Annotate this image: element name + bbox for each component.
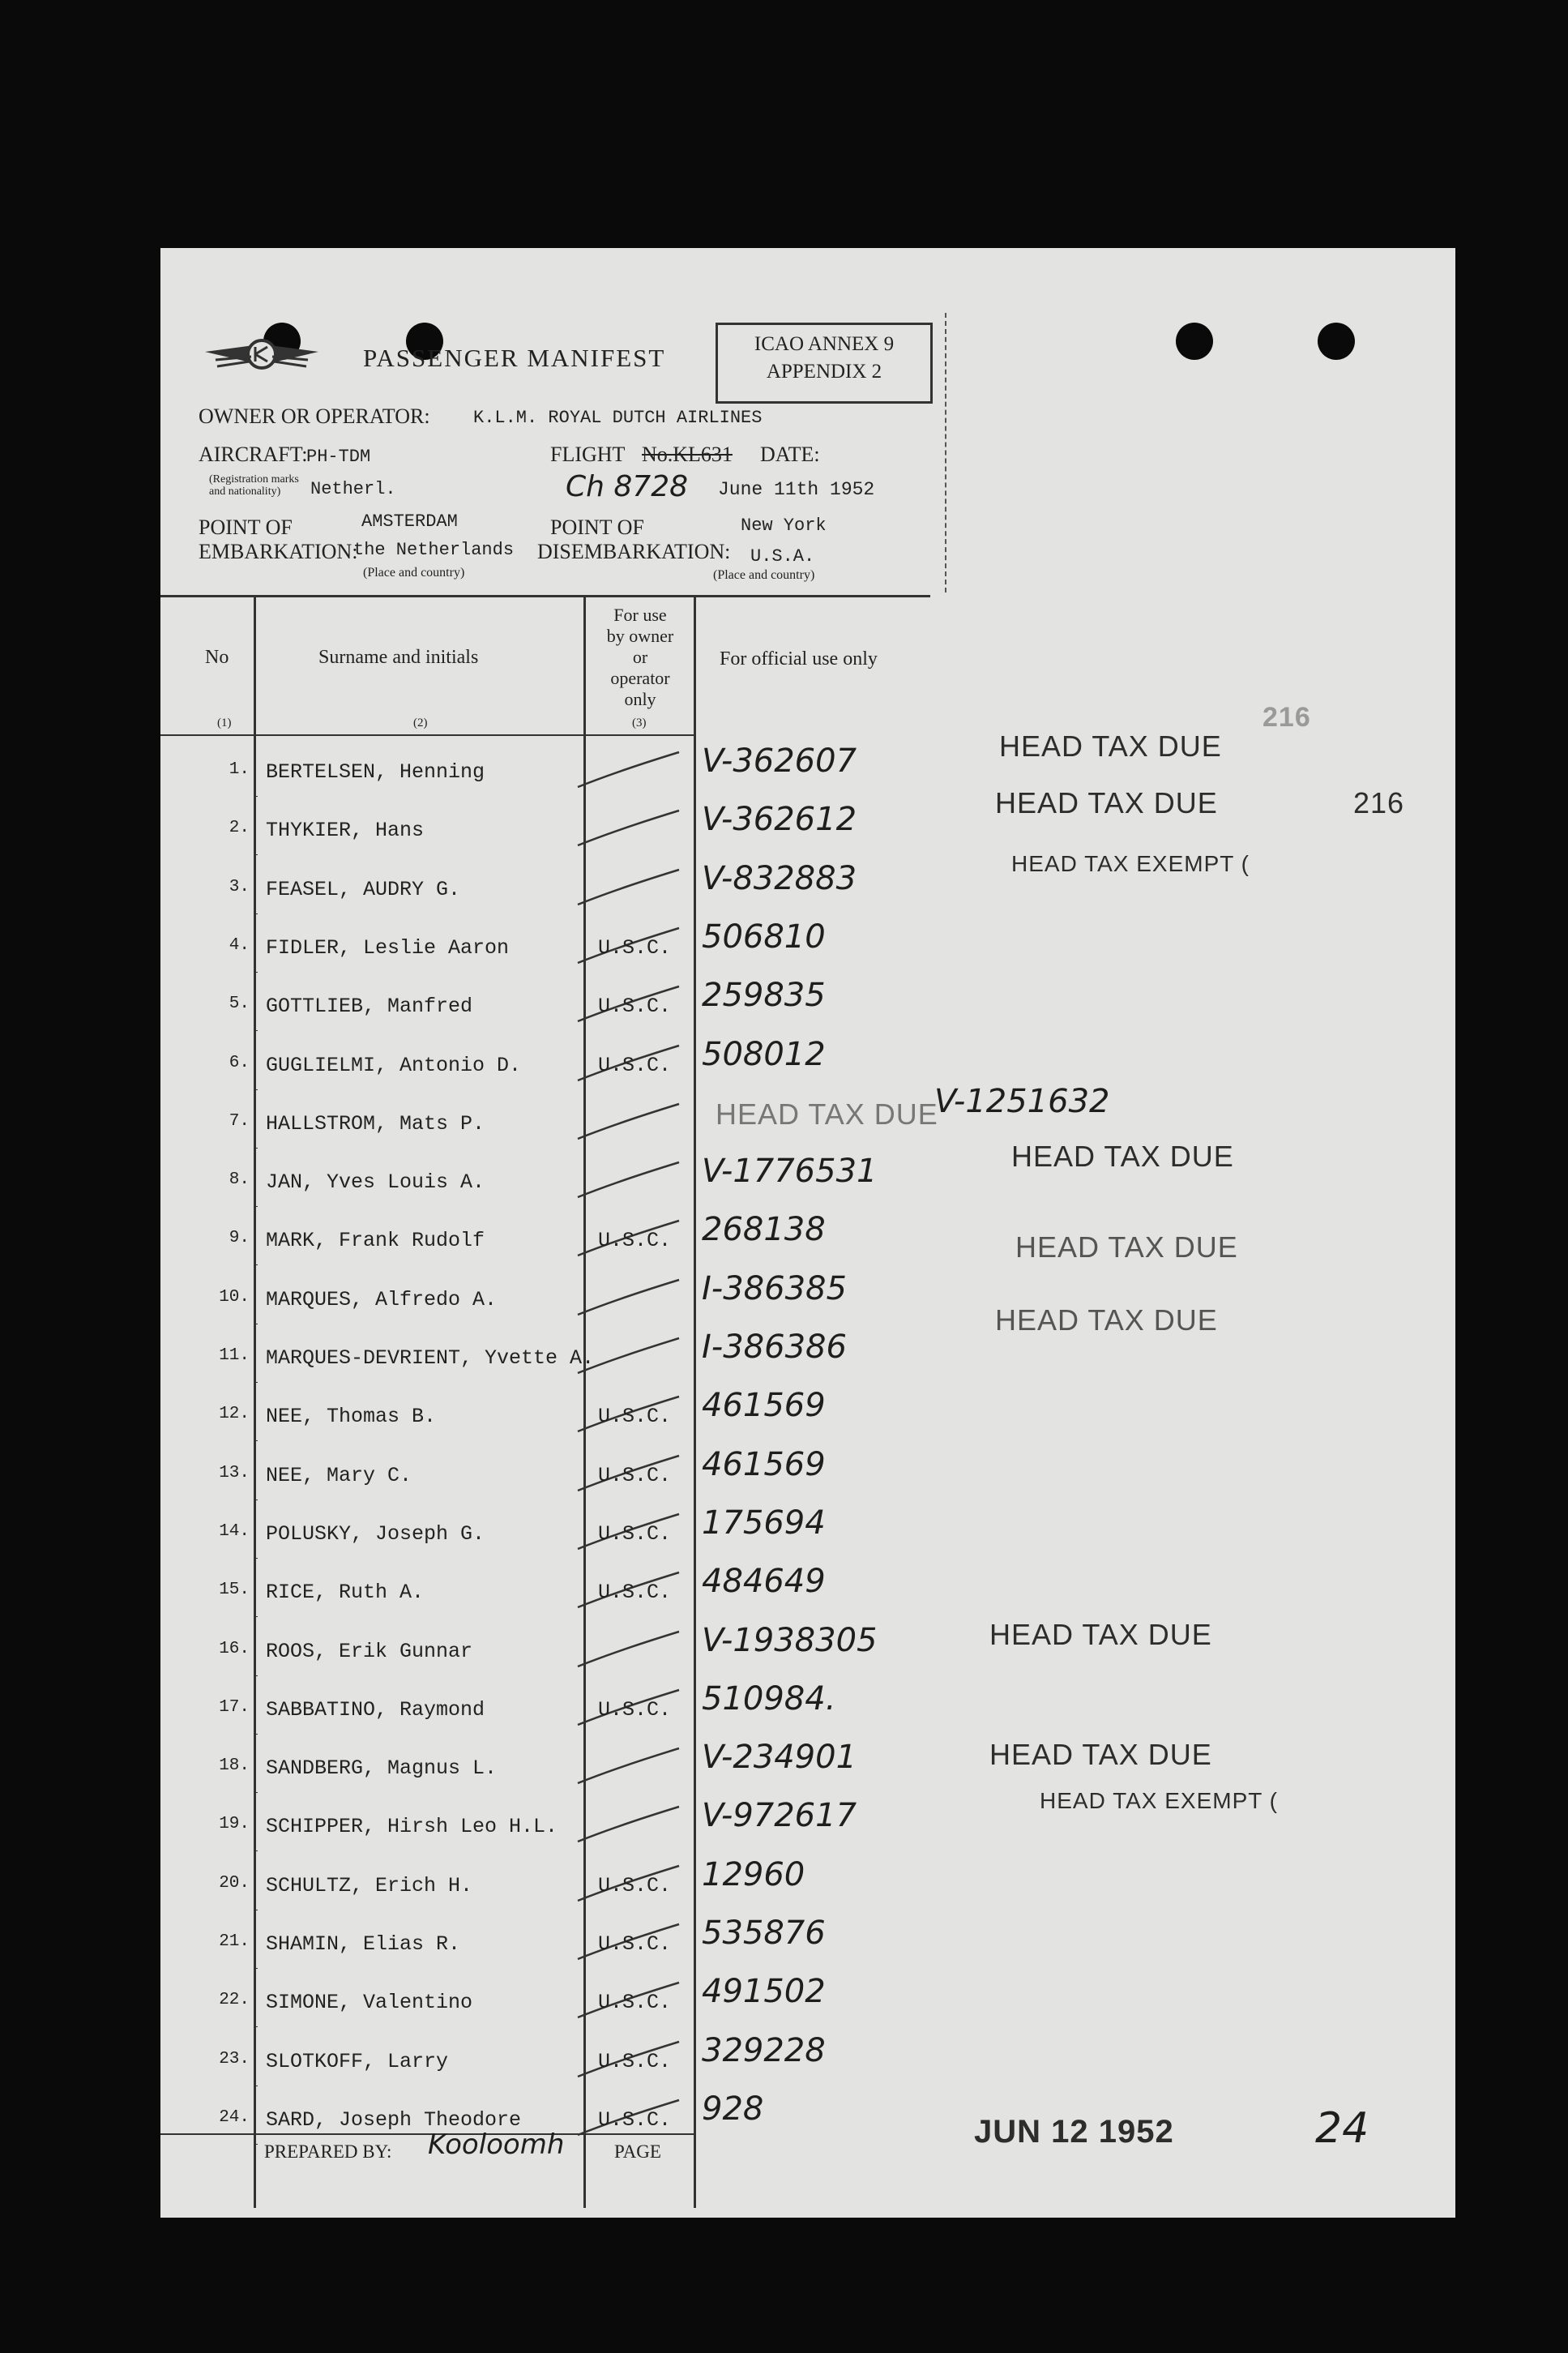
passenger-name: MARQUES, Alfredo A. — [266, 1287, 498, 1311]
disembarkation-note: (Place and country) — [713, 568, 815, 582]
row-number: 17. — [219, 1697, 250, 1717]
row-rule — [256, 1675, 258, 1676]
owner-use-entry: U.S.C. — [598, 1991, 672, 2015]
page-title: PASSENGER MANIFEST — [363, 344, 666, 372]
row7-handwritten-number: V-1251632 — [934, 1083, 1110, 1120]
row-rule — [256, 796, 258, 797]
head-tax-exempt-stamp: HEAD TAX EXEMPT ( — [1040, 1788, 1278, 1813]
row-rule — [256, 1734, 258, 1735]
header-edge-line — [945, 313, 946, 593]
col-header-owner-use — [587, 605, 693, 710]
page-label: PAGE — [614, 2141, 661, 2162]
passenger-name: HALLSTROM, Mats P. — [266, 1111, 485, 1136]
head-tax-due-stamp: HEAD TAX DUE — [716, 1097, 938, 1131]
signature: Kooloomh — [428, 2128, 565, 2161]
owner-use-line: For use — [613, 605, 667, 625]
row-number: 7. — [229, 1111, 250, 1131]
aircraft-nationality: Netherl. — [310, 479, 396, 499]
row-rule — [256, 854, 258, 855]
official-handwritten-number: 510984. — [702, 1679, 836, 1718]
official-handwritten-number: 535876 — [702, 1914, 826, 1952]
table-row — [160, 1036, 1455, 1094]
head-tax-due-stamp: HEAD TAX DUE — [995, 786, 1218, 819]
flight-label: FLIGHT — [550, 443, 626, 466]
official-handwritten-number: 508012 — [702, 1035, 826, 1073]
check-tick-mark — [570, 1153, 691, 1209]
row-number: 1. — [229, 760, 250, 779]
official-handwritten-number: V-362607 — [702, 742, 857, 780]
passenger-name: MARK, Frank Rudolf — [266, 1229, 485, 1253]
table-row — [160, 1153, 1455, 1211]
row-number: 22. — [219, 1991, 250, 2010]
official-handwritten-number: V-1776531 — [702, 1153, 878, 1191]
row-rule — [256, 2144, 258, 2145]
col-header-name-sub: (2) — [413, 717, 428, 729]
head-tax-due-stamp: HEAD TAX DUE — [999, 729, 1222, 763]
row-rule — [256, 1850, 258, 1851]
passenger-name: POLUSKY, Joseph G. — [266, 1521, 485, 1546]
row-rule — [256, 913, 258, 914]
owner-use-entry: U.S.C. — [598, 995, 672, 1019]
row-number: 14. — [219, 1521, 250, 1541]
head-tax-exempt-stamp: HEAD TAX EXEMPT ( — [1011, 851, 1250, 876]
owner-use-line: operator — [610, 668, 670, 688]
official-handwritten-number: 259835 — [702, 977, 826, 1015]
owner-value: K.L.M. ROYAL DUTCH AIRLINES — [473, 408, 763, 428]
passenger-name: SANDBERG, Magnus L. — [266, 1756, 498, 1781]
table-row — [160, 1622, 1455, 1680]
row-number: 15. — [219, 1581, 250, 1600]
disembarkation-country: U.S.A. — [750, 546, 815, 567]
table-row — [160, 1856, 1455, 1914]
row-number: 2. — [229, 819, 250, 838]
col-header-owner-sub: (3) — [632, 717, 647, 729]
official-handwritten-number: 268138 — [702, 1211, 826, 1249]
check-tick-mark — [570, 801, 691, 858]
date-label: DATE: — [760, 443, 820, 466]
col-header-no-sub: (1) — [217, 717, 232, 729]
table-row — [160, 1328, 1455, 1387]
table-row — [160, 1973, 1455, 2031]
passenger-name: NEE, Thomas B. — [266, 1405, 437, 1429]
row-number: 18. — [219, 1756, 250, 1776]
aircraft-note: (Registration marks and nationality) — [209, 473, 299, 498]
official-handwritten-number: I-386385 — [702, 1269, 847, 1307]
table-header-rule — [160, 734, 695, 736]
annex-line-2: APPENDIX 2 — [766, 361, 882, 383]
punch-hole — [1318, 323, 1355, 360]
passenger-name: SARD, Joseph Theodore — [266, 2107, 522, 2132]
table-row — [160, 1270, 1455, 1328]
disembarkation-label-2: DISEMBARKATION: — [537, 540, 731, 563]
row-number: 8. — [229, 1170, 250, 1190]
head-tax-due-stamp: HEAD TAX DUE — [1015, 1230, 1238, 1264]
row-number: 19. — [219, 1815, 250, 1834]
passenger-name: SIMONE, Valentino — [266, 1991, 473, 2015]
owner-label: OWNER OR OPERATOR: — [199, 404, 430, 428]
row-number: 3. — [229, 877, 250, 896]
check-tick-mark — [570, 1094, 691, 1151]
row-number: 20. — [219, 1873, 250, 1893]
official-handwritten-number: V-1938305 — [702, 1621, 878, 1659]
row-rule — [256, 1968, 258, 1969]
col-header-no: No — [205, 647, 229, 668]
passenger-name: SABBATINO, Raymond — [266, 1697, 485, 1722]
table-row — [160, 2032, 1455, 2090]
disembarkation-label-1: POINT OF — [550, 516, 644, 539]
official-handwritten-number: 484649 — [702, 1563, 826, 1601]
annex-line-1: ICAO ANNEX 9 — [754, 333, 895, 355]
head-tax-due-stamp: HEAD TAX DUE — [989, 1618, 1212, 1651]
passenger-name: SLOTKOFF, Larry — [266, 2049, 449, 2073]
table-row — [160, 977, 1455, 1035]
embarkation-country: the Netherlands — [353, 540, 515, 560]
owner-use-entry: U.S.C. — [598, 1229, 672, 1253]
official-handwritten-number: 12960 — [702, 1855, 805, 1893]
passenger-name: FEASEL, AUDRY G. — [266, 877, 461, 901]
passenger-name: SCHIPPER, Hirsh Leo H.L. — [266, 1815, 558, 1839]
official-handwritten-number: 461569 — [702, 1387, 826, 1425]
passenger-name: FIDLER, Leslie Aaron — [266, 935, 510, 960]
check-tick-mark — [570, 860, 691, 917]
passenger-name: RICE, Ruth A. — [266, 1581, 425, 1605]
row-number: 5. — [229, 995, 250, 1014]
official-handwritten-number: V-234901 — [702, 1739, 857, 1777]
owner-use-entry: U.S.C. — [598, 1932, 672, 1956]
table-row — [160, 1387, 1455, 1445]
official-handwritten-number: 329228 — [702, 2031, 826, 2069]
row-rule — [256, 1264, 258, 1265]
page-number-handwritten: 24 — [1315, 2104, 1369, 2153]
official-handwritten-number: 491502 — [702, 1973, 826, 2011]
row-rule — [256, 1382, 258, 1383]
table-row — [160, 1680, 1455, 1739]
check-tick-mark — [570, 1739, 691, 1795]
owner-use-entry: U.S.C. — [598, 1697, 672, 1722]
head-tax-due-stamp: HEAD TAX DUE — [995, 1303, 1218, 1337]
passenger-name: BERTELSEN, Henning — [266, 760, 485, 784]
owner-use-entry: U.S.C. — [598, 1463, 672, 1487]
date-value: June 11th 1952 — [718, 479, 875, 500]
prepared-by-label: PREPARED BY: — [264, 2141, 392, 2162]
owner-use-entry: U.S.C. — [598, 1581, 672, 1605]
passenger-name: GUGLIELMI, Antonio D. — [266, 1053, 522, 1077]
official-handwritten-number: I-386386 — [702, 1328, 847, 1366]
aircraft-value: PH-TDM — [306, 447, 371, 467]
owner-use-entry: U.S.C. — [598, 2107, 672, 2132]
passenger-name: NEE, Mary C. — [266, 1463, 412, 1487]
passenger-name: MARQUES-DEVRIENT, Yvette A. — [266, 1346, 595, 1370]
table-row — [160, 742, 1455, 801]
manifest-page — [160, 248, 1455, 2218]
row-number: 16. — [219, 1639, 250, 1658]
official-handwritten-number: V-972617 — [702, 1797, 857, 1835]
official-handwritten-number: 506810 — [702, 918, 826, 956]
owner-use-entry: U.S.C. — [598, 935, 672, 960]
date-received-stamp: JUN 12 1952 — [974, 2114, 1174, 2150]
table-row — [160, 801, 1455, 859]
owner-use-line: or — [632, 647, 648, 667]
table-top-rule — [160, 595, 930, 597]
col-header-name: Surname and initials — [318, 647, 479, 668]
col-header-official: For official use only — [720, 648, 878, 670]
row-rule — [256, 1616, 258, 1617]
punch-hole — [1176, 323, 1213, 360]
official-handwritten-number: 928 — [702, 2090, 764, 2128]
row-number: 21. — [219, 1932, 250, 1951]
row-number: 11. — [219, 1346, 250, 1365]
aircraft-label: AIRCRAFT: — [199, 443, 308, 466]
row-number: 10. — [219, 1287, 250, 1307]
embarkation-note: (Place and country) — [363, 566, 465, 580]
flight-number-handwritten: Ch 8728 — [566, 470, 689, 503]
official-handwritten-number: 175694 — [702, 1504, 826, 1542]
official-handwritten-number: V-362612 — [702, 801, 857, 839]
table-row — [160, 2090, 1455, 2149]
row-rule — [256, 972, 258, 973]
row-number: 12. — [219, 1405, 250, 1424]
check-tick-mark — [570, 742, 691, 799]
owner-use-entry: U.S.C. — [598, 1873, 672, 1897]
check-tick-mark — [570, 1622, 691, 1679]
table-row — [160, 1914, 1455, 1973]
owner-use-line: only — [624, 689, 656, 709]
embarkation-city: AMSTERDAM — [361, 511, 458, 532]
table-row — [160, 1446, 1455, 1504]
table-row — [160, 1504, 1455, 1563]
klm-wings-logo — [201, 327, 323, 384]
owner-use-entry: U.S.C. — [598, 1405, 672, 1429]
owner-use-entry: U.S.C. — [598, 2049, 672, 2073]
passenger-name: ROOS, Erik Gunnar — [266, 1639, 473, 1663]
official-handwritten-number: 461569 — [702, 1445, 826, 1483]
head-tax-due-stamp: HEAD TAX DUE — [1011, 1140, 1234, 1173]
official-handwritten-number: V-832883 — [702, 859, 857, 897]
row-number: 6. — [229, 1053, 250, 1072]
row-number: 23. — [219, 2049, 250, 2069]
head-tax-due-stamp: HEAD TAX DUE — [989, 1738, 1212, 1771]
row-rule — [256, 1148, 258, 1149]
row-rule — [256, 1792, 258, 1793]
table-row — [160, 1211, 1455, 1269]
row-rule — [256, 1440, 258, 1441]
passenger-name: THYKIER, Hans — [266, 819, 425, 843]
table-row — [160, 860, 1455, 918]
embarkation-label-1: POINT OF — [199, 516, 293, 539]
faint-number-stamp: 216 — [1263, 702, 1311, 733]
check-tick-mark — [570, 1328, 691, 1385]
passenger-name: SHAMIN, Elias R. — [266, 1932, 461, 1956]
row-rule — [256, 2026, 258, 2027]
icao-annex-box — [716, 323, 933, 404]
row-number: 24. — [219, 2107, 250, 2127]
row-rule — [256, 1030, 258, 1031]
check-tick-mark — [570, 1797, 691, 1854]
row-rule — [256, 1558, 258, 1559]
owner-use-entry: U.S.C. — [598, 1521, 672, 1546]
number-216: 216 — [1353, 786, 1405, 819]
flight-number-struck: No.KL631 — [642, 443, 733, 466]
row-rule — [256, 1206, 258, 1207]
disembarkation-city: New York — [741, 516, 827, 536]
owner-use-line: by owner — [606, 626, 674, 646]
check-tick-mark — [570, 1270, 691, 1327]
table-row — [160, 1563, 1455, 1621]
embarkation-label-2: EMBARKATION: — [199, 540, 358, 563]
passenger-name: GOTTLIEB, Manfred — [266, 995, 473, 1019]
row-number: 13. — [219, 1463, 250, 1482]
row-number: 4. — [229, 935, 250, 955]
row-rule — [256, 1089, 258, 1090]
passenger-name: JAN, Yves Louis A. — [266, 1170, 485, 1195]
table-row — [160, 918, 1455, 977]
row-number: 9. — [229, 1229, 250, 1248]
owner-use-entry: U.S.C. — [598, 1053, 672, 1077]
passenger-name: SCHULTZ, Erich H. — [266, 1873, 473, 1897]
